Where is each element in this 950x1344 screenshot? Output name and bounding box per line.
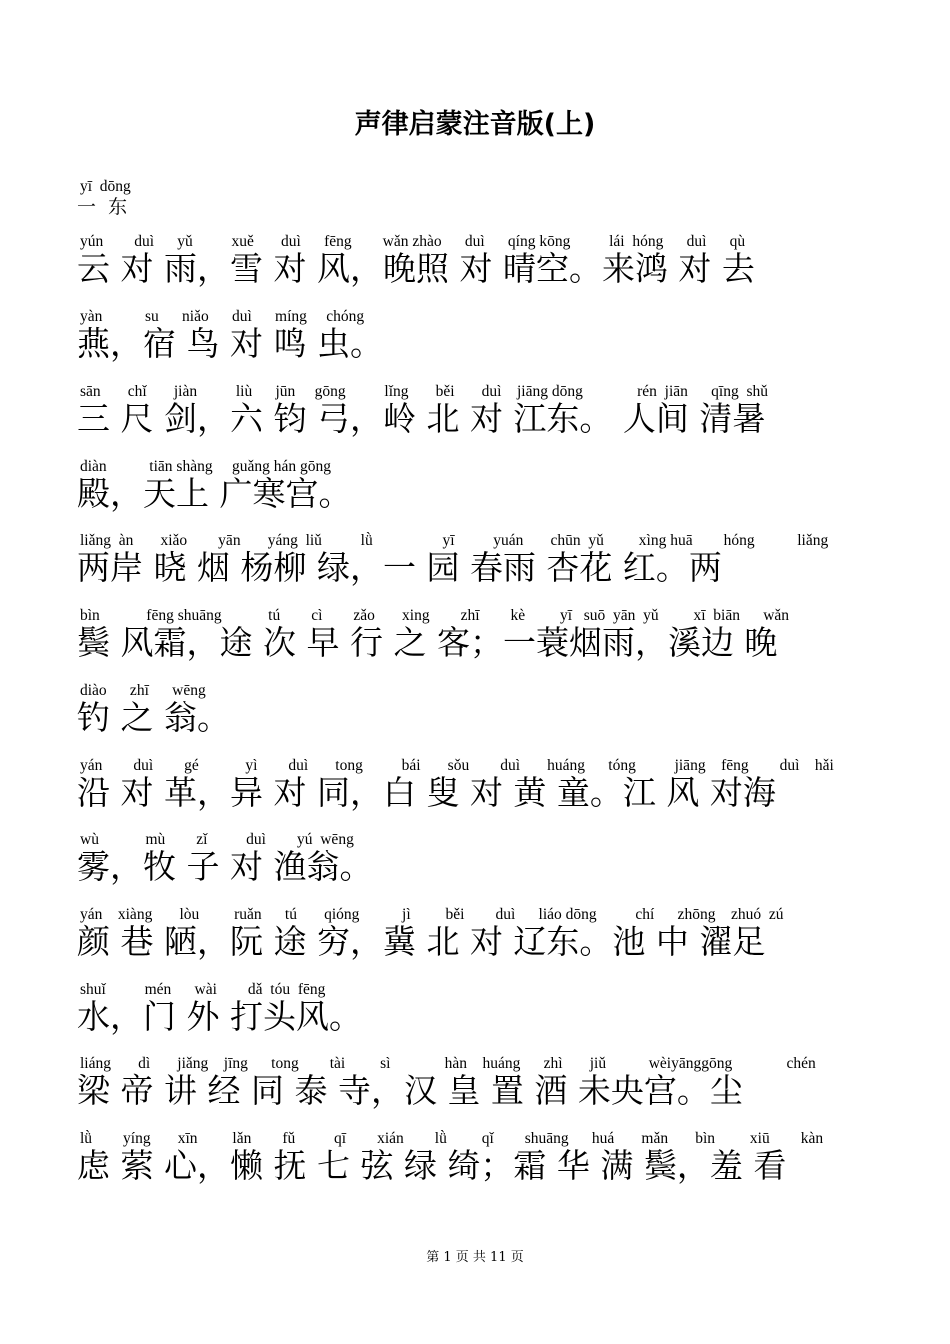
pinyin-line-3: sān chǐ jiàn liù jūn gōng lǐng běi duì jiāng dōng rén jiān qīng shǔ <box>80 383 768 400</box>
hanzi-line-8: 沿 对 革，异 对 同，白 叟 对 黄 童。江 风 对海 <box>77 773 776 812</box>
pinyin-line-11: shuǐ mén wài dǎ tóu fēng <box>80 981 326 998</box>
pinyin-line-8: yán duì gé yì duì tong bái sǒu duì huáng tóng jiāng fēng duì hǎi <box>80 757 834 774</box>
section-pinyin: yī dōng <box>80 178 131 195</box>
pinyin-line-7: diào zhī wēng <box>80 682 206 699</box>
hanzi-line-1: 云 对 雨，雪 对 风，晚照 对 晴空。来鸿 对 去 <box>77 249 755 288</box>
pinyin-line-9: wù mù zǐ duì yú wēng <box>80 831 354 848</box>
pinyin-line-2: yàn su niǎo duì míng chóng <box>80 308 365 325</box>
pinyin-line-13: lǜ yíng xīn lǎn fǔ qī xián lǜ qǐ shuāng huá mǎn bìn xiū kàn <box>80 1130 824 1147</box>
hanzi-line-4: 殿，天上 广寒宫。 <box>77 474 352 513</box>
page-footer: 第 1 页 共 11 页 <box>426 1250 524 1265</box>
page-title: 声律启蒙注音版(上) <box>354 109 596 140</box>
hanzi-line-2: 燕，宿 鸟 对 鸣 虫。 <box>77 324 383 363</box>
hanzi-line-5: 两岸 晓 烟 杨柳 绿，一 园 春雨 杏花 红。两 <box>77 548 722 587</box>
section-heading: 一 东 <box>77 196 128 218</box>
hanzi-line-11: 水，门 外 打头风。 <box>77 997 362 1036</box>
hanzi-line-6: 鬓 风霜，途 次 早 行 之 客；一蓑烟雨，溪边 晚 <box>77 623 778 662</box>
hanzi-line-7: 钓 之 翁。 <box>77 698 230 737</box>
hanzi-line-13: 虑 萦 心，懒 抚 七 弦 绿 绮；霜 华 满 鬓，羞 看 <box>77 1146 787 1185</box>
pinyin-line-10: yán xiàng lòu ruǎn tú qióng jì běi duì liáo dōng chí zhōng zhuó zú <box>80 906 784 923</box>
pinyin-line-5: liǎng àn xiǎo yān yáng liǔ lǜ yī yuán chūn yǔ xìng huā hóng liǎng <box>80 532 829 549</box>
pinyin-line-6: bìn fēng shuāng tú cì zǎo xing zhī kè yī suō yān yǔ xī biān wǎn <box>80 607 790 624</box>
hanzi-line-3: 三 尺 剑，六 钧 弓，岭 北 对 江东。 人间 清暑 <box>77 399 766 438</box>
hanzi-line-10: 颜 巷 陋，阮 途 穷，冀 北 对 辽东。池 中 濯足 <box>77 922 766 961</box>
hanzi-line-9: 雾，牧 子 对 渔翁。 <box>77 847 373 886</box>
pinyin-line-4: diàn tiān shàng guǎng hán gōng <box>80 458 331 475</box>
pinyin-line-12: liáng dì jiǎng jīng tong tài sì hàn huáng zhì jiǔ wèiyānggōng chén <box>80 1055 816 1072</box>
hanzi-line-12: 梁 帝 讲 经 同 泰 寺，汉 皇 置 酒 未央宫。尘 <box>77 1071 743 1110</box>
pinyin-line-1: yún duì yǔ xuě duì fēng wǎn zhào duì qíng kōng lái hóng duì qù <box>80 233 746 250</box>
